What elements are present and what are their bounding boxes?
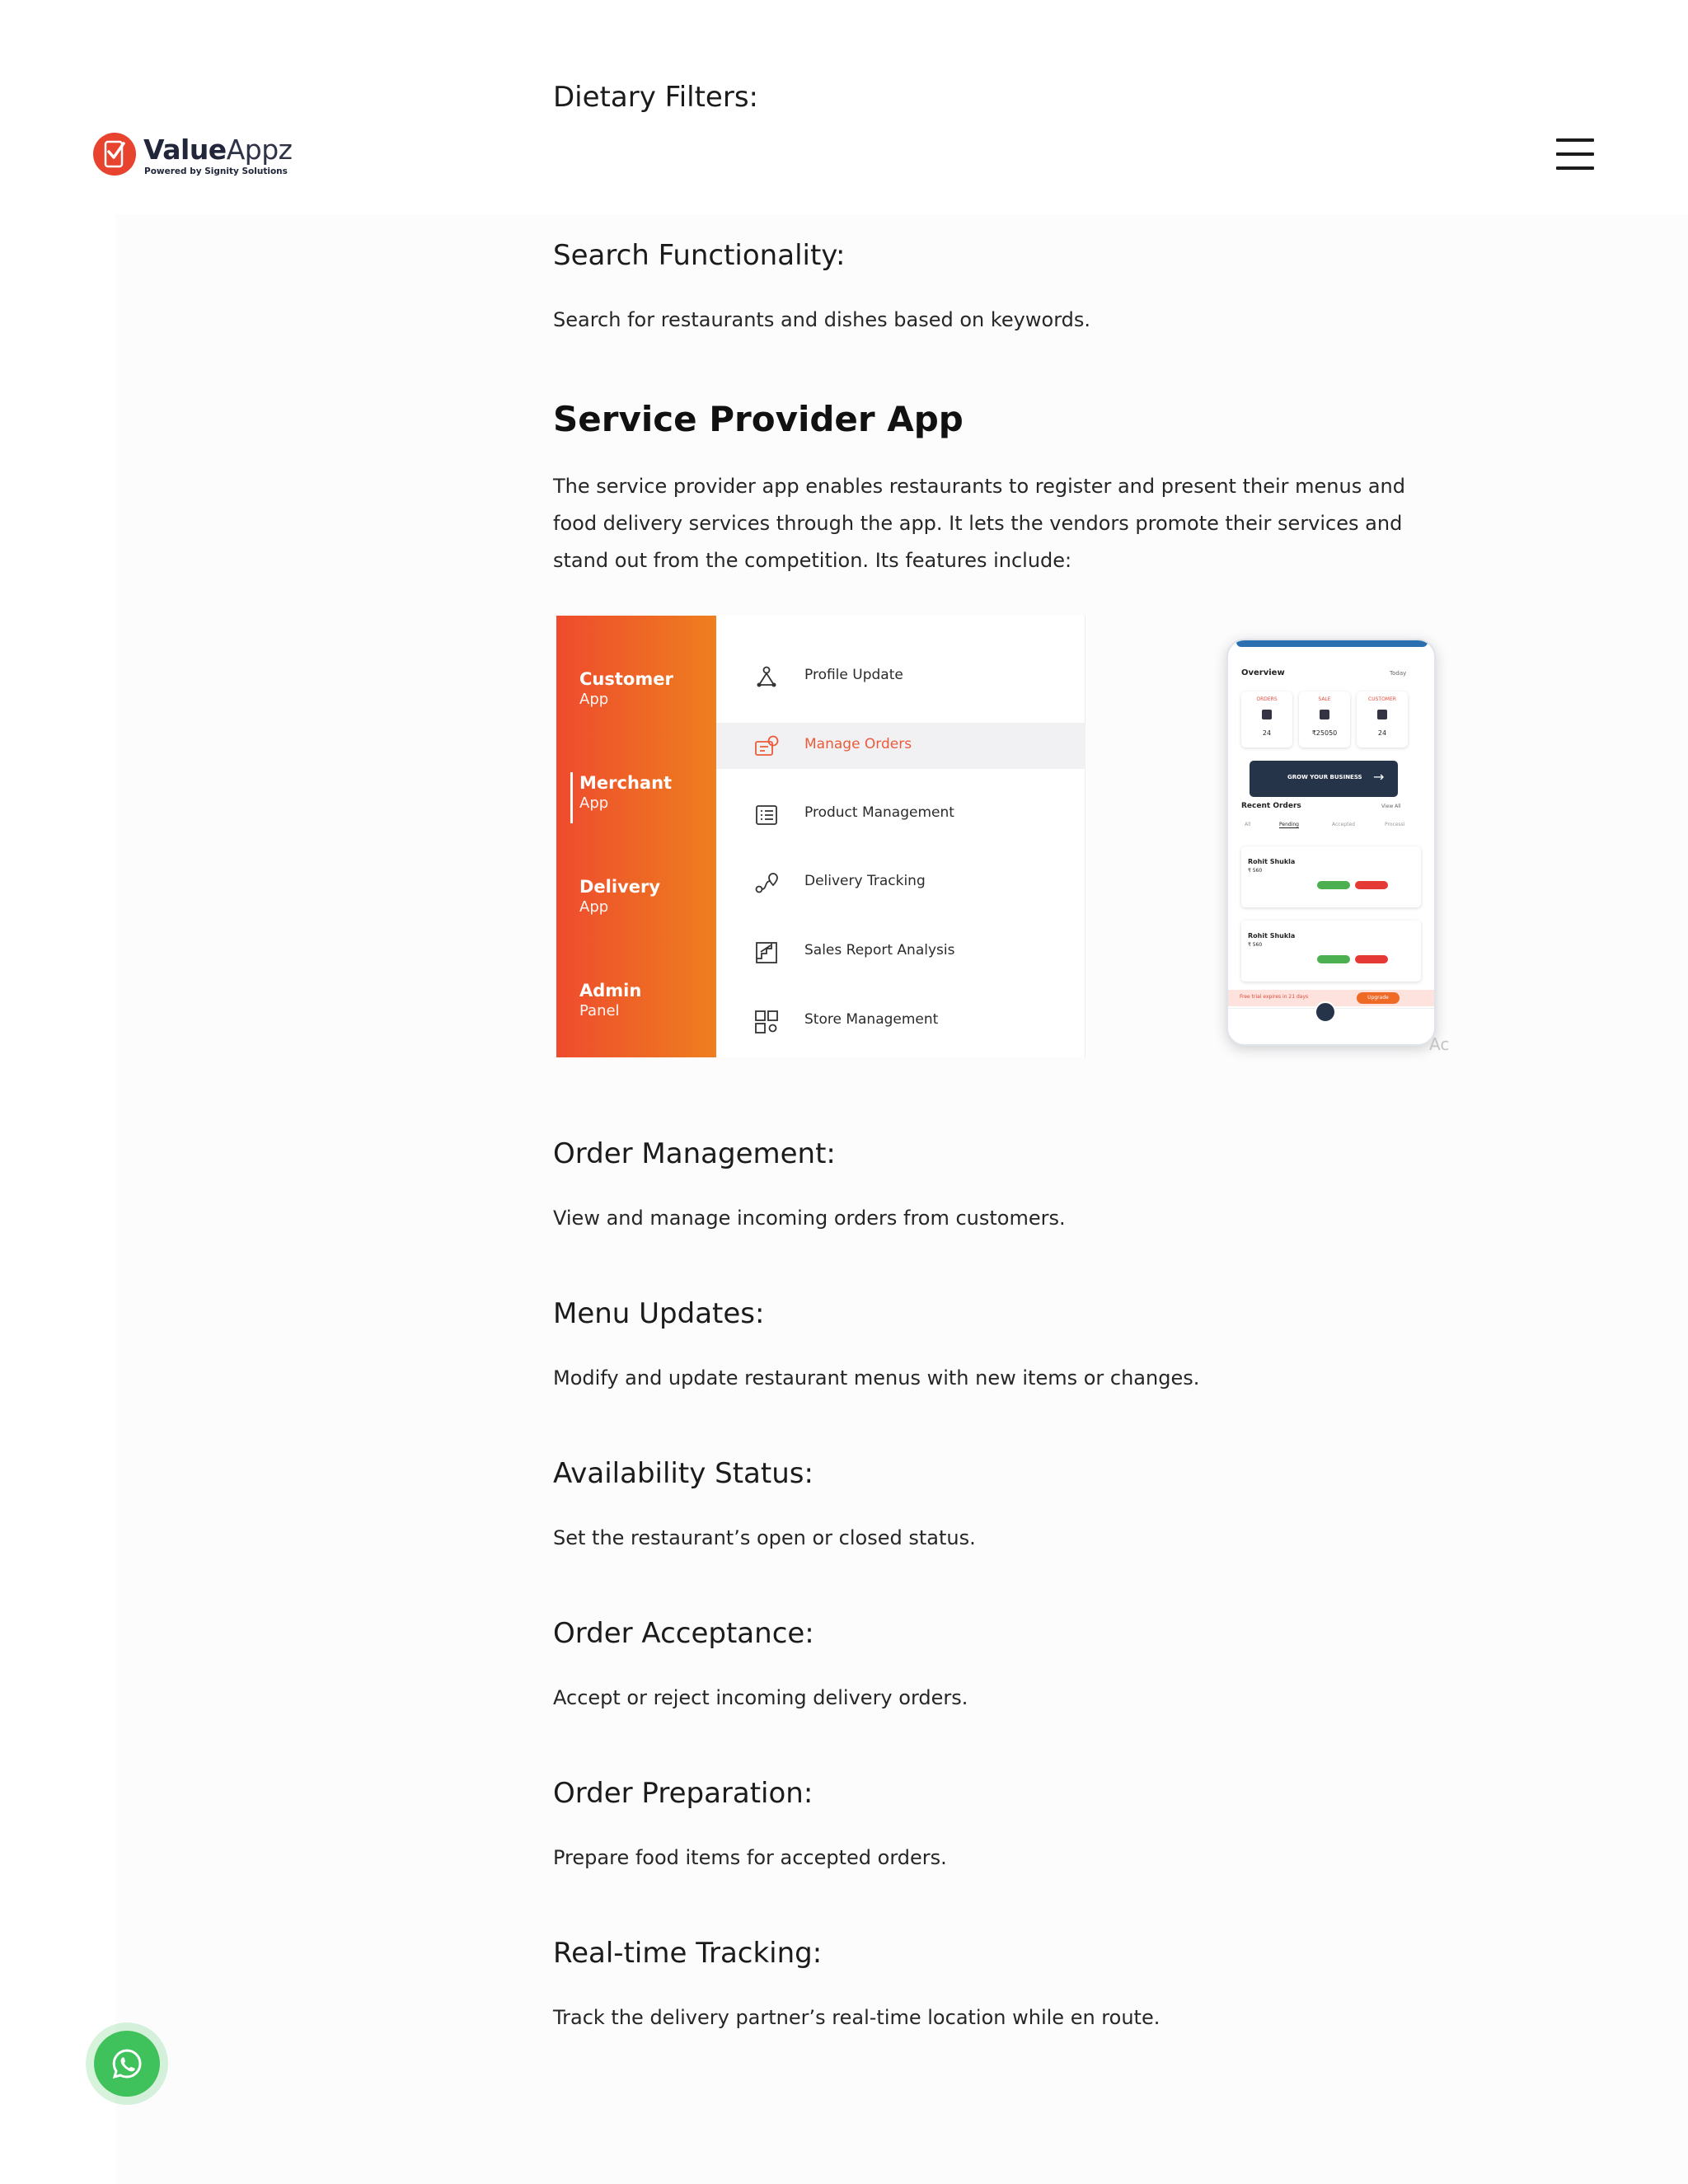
menu-item-profile-update: Profile Update [716, 654, 1085, 700]
tab-processing: Processi [1385, 822, 1405, 827]
faded-text: Ac [1429, 1034, 1450, 1054]
recent-orders-title: Recent Orders [1241, 802, 1301, 810]
phone-center-button [1315, 1001, 1336, 1023]
heading-service-provider-app: Service Provider App [553, 399, 964, 439]
product-list-icon [754, 803, 779, 827]
merchant-app-phone-mockup [1226, 639, 1436, 1046]
tab-all: All [1245, 822, 1251, 827]
section-text-menu-updates: Modify and update restaurant menus with new items or changes. [553, 1366, 1200, 1390]
upgrade-button: Upgrade [1357, 992, 1400, 1004]
chart-trend-icon [754, 940, 779, 965]
stat-card-sale: SALE ₹25050 [1299, 691, 1350, 748]
section-title-availability-status: Availability Status: [553, 1457, 814, 1490]
section-text-real-time-tracking: Track the delivery partner’s real-time location while en route. [553, 2006, 1160, 2029]
menu-item-product-management: Product Management [716, 791, 1085, 837]
section-title-order-management: Order Management: [553, 1137, 836, 1170]
service-provider-paragraph: The service provider app enables restaurants to register and present their menus and food delivery services through the app. It lets the vendors promote their services and stand out from the competition. Its features include: [553, 475, 1405, 572]
manage-orders-icon [754, 734, 779, 759]
phone-period: Today [1390, 670, 1407, 677]
section-text-search-functionality: Search for restaurants and dishes based on keywords. [553, 308, 1091, 331]
arrow-right-icon: → [1373, 769, 1385, 785]
active-indicator [570, 772, 573, 823]
menu-item-delivery-tracking: Delivery Tracking [716, 860, 1085, 906]
menu-item-sales-report: Sales Report Analysis [716, 929, 1085, 975]
app-type-merchant: Merchant App [579, 773, 673, 812]
app-type-customer: Customer App [579, 669, 673, 708]
merchant-feature-menu [716, 616, 1085, 1057]
brand-tagline: Powered by Signity Solutions [144, 166, 288, 176]
hamburger-icon[interactable] [1556, 138, 1596, 173]
valueappz-logo-icon [92, 132, 137, 176]
app-type-panel [556, 616, 716, 1057]
section-title-order-acceptance: Order Acceptance: [553, 1617, 814, 1650]
app-type-admin: Admin Panel [579, 981, 642, 1019]
grow-business-banner: GROW YOUR BUSINESS → [1250, 761, 1398, 797]
whatsapp-icon [110, 2047, 143, 2080]
app-type-delivery: Delivery App [579, 877, 661, 916]
merchant-app-feature-image [553, 614, 1451, 1092]
phone-overview-title: Overview [1241, 668, 1285, 677]
section-title-order-preparation: Order Preparation: [553, 1777, 814, 1810]
section-text-order-management: View and manage incoming orders from customers. [553, 1207, 1066, 1230]
section-text-order-acceptance: Accept or reject incoming delivery orders. [553, 1686, 968, 1709]
order-card: Rohit Shukla ₹ 560 [1241, 846, 1421, 907]
menu-item-manage-orders: Manage Orders [716, 723, 1085, 769]
brand-logo[interactable] [92, 130, 293, 180]
section-title-dietary-filters: Dietary Filters: [553, 81, 758, 112]
tab-accepted: Accepted [1332, 822, 1355, 827]
trial-banner: Free trial expires in 21 days Upgrade [1228, 990, 1434, 1006]
grid-settings-icon [754, 1010, 779, 1034]
route-pin-icon [754, 871, 779, 896]
section-title-menu-updates: Menu Updates: [553, 1297, 765, 1330]
section-text-availability-status: Set the restaurant’s open or closed status. [553, 1526, 976, 1549]
phone-notch [1236, 640, 1428, 647]
view-all-link: View All [1381, 804, 1401, 809]
section-title-search-functionality: Search Functionality: [553, 239, 846, 272]
whatsapp-button[interactable] [86, 2022, 168, 2105]
site-header [0, 0, 1688, 214]
section-text-order-preparation: Prepare food items for accepted orders. [553, 1846, 947, 1869]
section-title-real-time-tracking: Real-time Tracking: [553, 1937, 823, 1970]
order-card: Rohit Shukla ₹ 560 [1241, 921, 1421, 982]
stat-card-orders: ORDERS 24 [1241, 691, 1292, 748]
brand-name: ValueAppz [143, 134, 293, 166]
stat-card-customer: CUSTOMER 24 [1357, 691, 1408, 748]
menu-item-store-management: Store Management [716, 998, 1085, 1044]
tab-pending: Pending [1279, 822, 1299, 827]
profile-network-icon [754, 665, 779, 690]
